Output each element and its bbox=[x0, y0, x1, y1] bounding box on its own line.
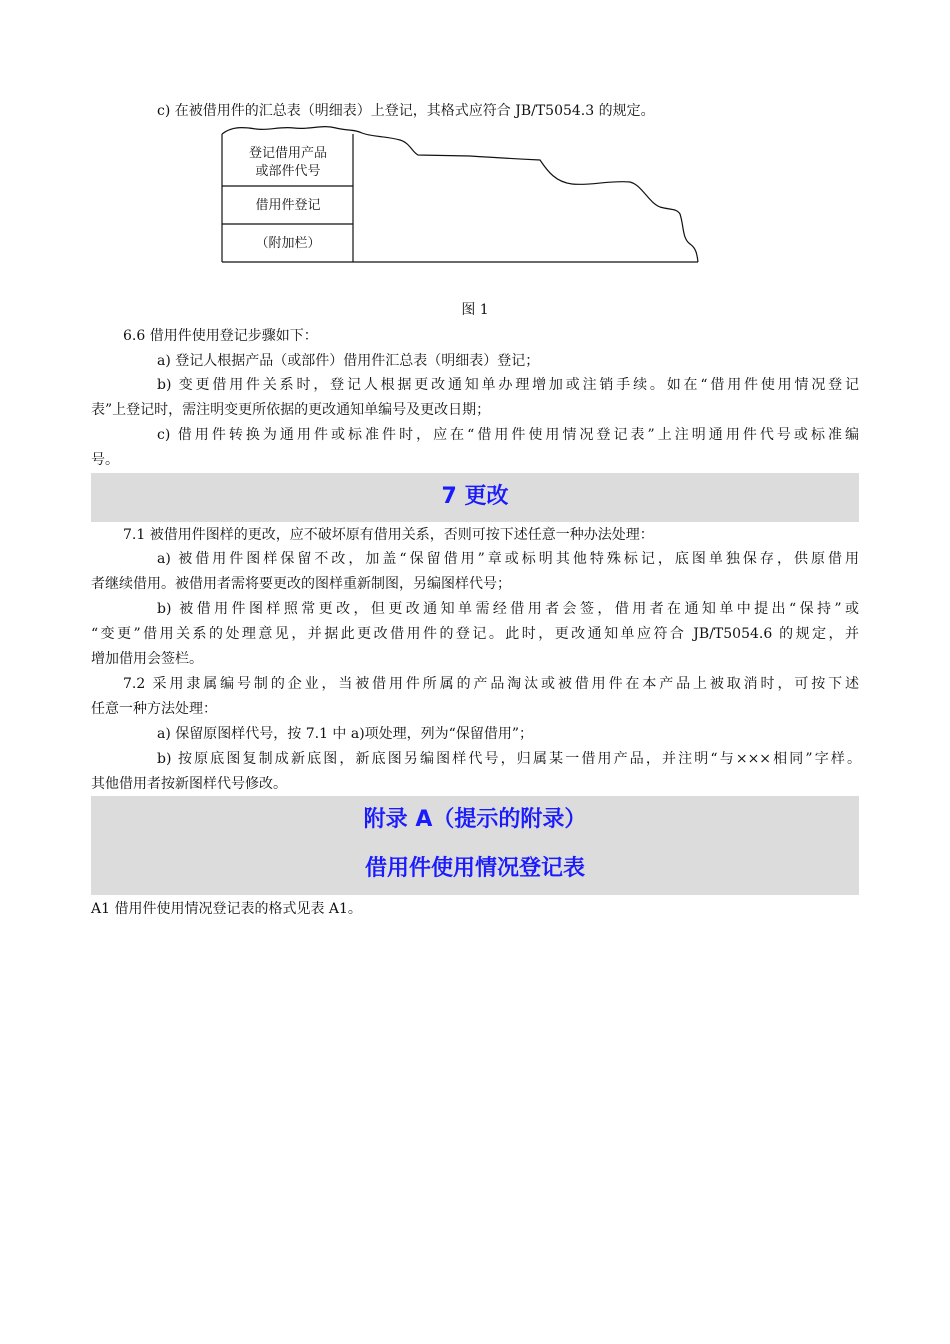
s71-intro: 7.1 被借用件图样的更改，应不破坏原有借用关系，否则可按下述任意一种办法处理： bbox=[123, 527, 654, 543]
cell1-line2: 或部件代号 bbox=[255, 164, 321, 179]
figure-caption: 图 1 bbox=[461, 302, 489, 318]
appendix-a1: A1 借用件使用情况登记表的格式见表 A1。 bbox=[91, 901, 362, 917]
section-7-title: 7 更改 bbox=[441, 484, 509, 509]
s66-a: a) 登记人根据产品（或部件）借用件汇总表（明细表）登记； bbox=[157, 353, 540, 369]
s66-c-line2: 号。 bbox=[91, 452, 119, 468]
s72-b-line1: b) 按原底图复制成新底图，新底图另编图样代号，归属某一借用产品，并注明“与×××相同”字样。 bbox=[157, 751, 861, 767]
figure-1 bbox=[0, 0, 950, 300]
s66-b-line1: b) 变更借用件关系时，登记人根据更改通知单办理增加或注销手续。如在“借用件使用情况登记 bbox=[157, 377, 859, 393]
s71-a-line1: a) 被借用件图样保留不改，加盖“保留借用”章或标明其他特殊标记，底图单独保存，供原借用 bbox=[157, 551, 859, 567]
cell1-line1: 登记借用产品 bbox=[248, 146, 328, 161]
s66-intro: 6.6 借用件使用登记步骤如下： bbox=[123, 328, 318, 344]
cell3: （附加栏） bbox=[255, 236, 321, 251]
s66-b-line2: 表”上登记时，需注明变更所依据的更改通知单编号及更改日期； bbox=[91, 402, 491, 418]
s71-b-line1: b) 被借用件图样照常更改，但更改通知单需经借用者会签，借用者在通知单中提出“保持”或 bbox=[157, 601, 859, 617]
item-c-summary-table: c) 在被借用件的汇总表（明细表）上登记，其格式应符合 JB/T5054.3 的规定。 bbox=[157, 103, 655, 119]
s72-line2: 任意一种方法处理： bbox=[91, 701, 217, 717]
s72-b-line2: 其他借用者按新图样代号修改。 bbox=[91, 776, 287, 792]
s71-b-line3: 增加借用会签栏。 bbox=[91, 651, 203, 667]
cell2: 借用件登记 bbox=[255, 198, 321, 213]
s72-line1: 7.2 采用隶属编号制的企业，当被借用件所属的产品淘汰或被借用件在本产品上被取消时，可按下述 bbox=[123, 676, 859, 692]
s71-a-line2: 者继续借用。被借用者需将要更改的图样重新制图，另编图样代号； bbox=[91, 576, 511, 592]
appendix-heading-band bbox=[91, 796, 859, 895]
appendix-title-1: 附录 A（提示的附录） bbox=[363, 807, 587, 832]
s72-a: a) 保留原图样代号，按 7.1 中 a)项处理，列为“保留借用”； bbox=[157, 726, 533, 742]
section-7-heading-band bbox=[91, 473, 859, 522]
s66-c-line1: c) 借用件转换为通用件或标准件时，应在“借用件使用情况登记表”上注明通用件代号或标准编 bbox=[157, 427, 859, 443]
s71-b-line2: “变更”借用关系的处理意见，并据此更改借用件的登记。此时，更改通知单应符合 JB/T5054.6 的规定，并 bbox=[91, 626, 859, 642]
appendix-title-2: 借用件使用情况登记表 bbox=[364, 856, 585, 881]
